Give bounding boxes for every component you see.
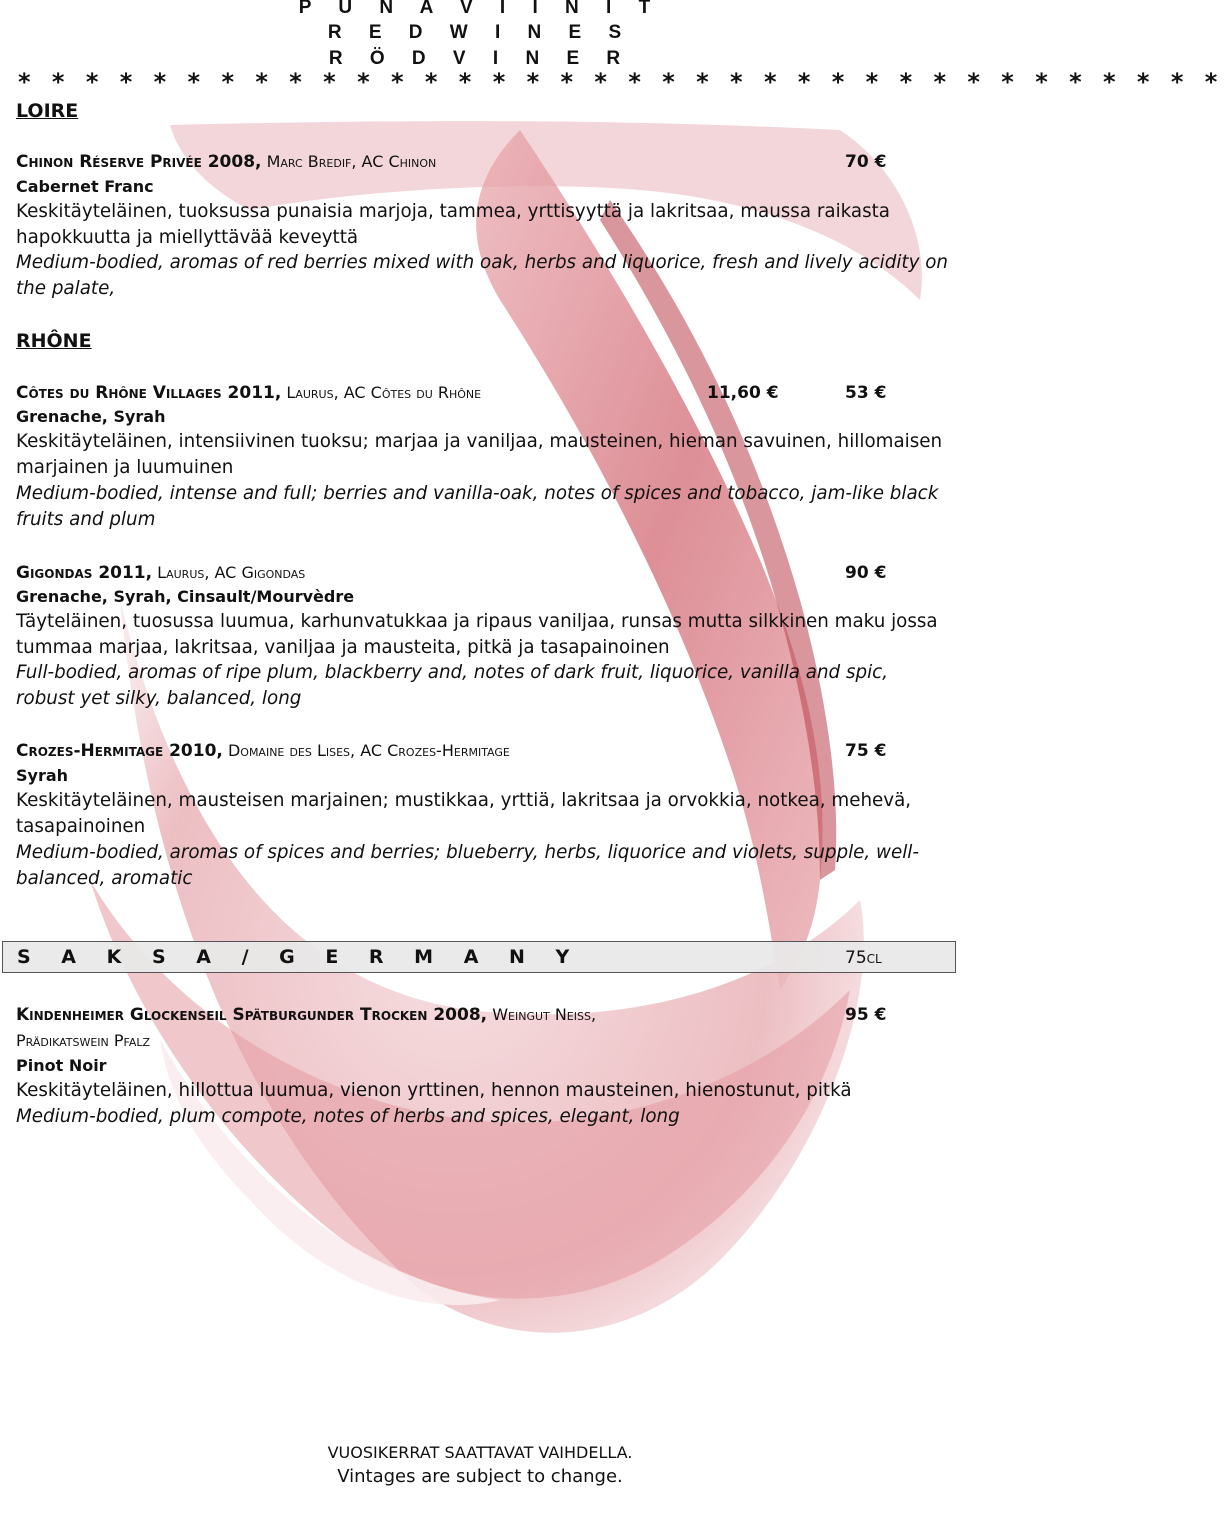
- wine-description-finnish: Keskitäyteläinen, mausteisen marjainen; mustikkaa, yrttiä, lakritsaa ja orvokkia, notkea, mehevä, tasapainoinen: [16, 790, 912, 837]
- region-heading-rhone: RHÔNE: [16, 330, 92, 352]
- wine-name: Crozes-Hermitage 2010,: [16, 741, 223, 761]
- wine-name: Côtes du Rhône Villages 2011,: [16, 383, 282, 403]
- title-english: R E D W I N E S: [327, 22, 633, 43]
- wine-price-glass: 11,60 €: [707, 383, 779, 403]
- wine-grapes: Syrah: [16, 766, 69, 785]
- country-label: S A K S A / G E R M A N Y: [17, 946, 582, 968]
- wine-description-english: Medium-bodied, plum compote, notes of herbs and spices, elegant, long: [16, 1106, 680, 1127]
- wine-description-finnish: Keskitäyteläinen, hillottua luumua, vienon yrttinen, hennon mausteinen, hienostunut, pitkä: [16, 1080, 852, 1101]
- wine-title: [16, 740, 510, 762]
- wine-title: [16, 1004, 596, 1026]
- wine-name: Chinon Réserve Privée 2008,: [16, 152, 262, 172]
- wine-price: 53 €: [845, 383, 887, 403]
- wine-title-line2: [16, 1030, 150, 1052]
- wine-grapes: Pinot Noir: [16, 1056, 107, 1075]
- wine-name: Kindenheimer Glockenseil Spätburgunder Trocken 2008,: [16, 1005, 488, 1025]
- wine-price: 95 €: [845, 1005, 887, 1025]
- wine-price: 75 €: [845, 741, 887, 761]
- wine-grapes: Grenache, Syrah: [16, 407, 166, 426]
- region-heading-loire: LOIRE: [16, 100, 79, 122]
- wine-producer: Laurus, AC Côtes du Rhône: [281, 383, 482, 402]
- title-swedish: R Ö D V I N E R: [328, 48, 632, 69]
- star-divider: * * * * * * * * * * * * * * * * * * * * * * * * * * * * * * * * * * * *: [18, 68, 1224, 96]
- wine-grapes: Cabernet Franc: [16, 177, 154, 196]
- wine-appellation: Prädikatswein Pfalz: [16, 1031, 151, 1050]
- wine-description-finnish: Keskitäyteläinen, intensiivinen tuoksu; marjaa ja vaniljaa, mausteinen, hieman savuinen, hillomaisen marjainen ja luumuinen: [16, 431, 943, 478]
- wine-description-finnish: Keskitäyteläinen, tuoksussa punaisia marjoja, tammea, yrttisyyttä ja lakritsaa, maussa raikasta hapokkuutta ja miellyttävää keveyttä: [16, 201, 891, 248]
- footer-note-finnish: VUOSIKERRAT SAATTAVAT VAIHDELLA.: [327, 1443, 633, 1462]
- wine-grapes: Grenache, Syrah, Cinsault/Mourvèdre: [16, 587, 355, 606]
- country-heading-germany: [2, 941, 956, 973]
- wine-producer: Marc Bredif, AC Chinon: [261, 152, 437, 171]
- wine-description-english: Medium-bodied, aromas of spices and berries; blueberry, herbs, liquorice and violets, supple, well-balanced, aromatic: [16, 842, 919, 889]
- wine-price: 90 €: [845, 563, 887, 583]
- wine-price: 70 €: [845, 152, 887, 172]
- wine-description-english: Medium-bodied, intense and full; berries and vanilla-oak, notes of spices and tobacco, jam-like black fruits and plum: [16, 483, 939, 530]
- wine-producer: Laurus, AC Gigondas: [152, 563, 306, 582]
- wine-description-finnish: Täyteläinen, tuosussa luumua, karhunvatukkaa ja ripaus vaniljaa, runsas mutta silkkinen maku jossa tummaa marjaa, lakritsaa, vaniljaa ja mausteita, pitkä ja tasapainoinen: [16, 611, 938, 658]
- wine-title: [16, 382, 481, 404]
- footer-note-english: Vintages are subject to change.: [337, 1466, 623, 1487]
- wine-description-english: Medium-bodied, aromas of red berries mixed with oak, herbs and liquorice, fresh and lively acidity on the palate,: [16, 252, 948, 299]
- wine-name: Gigondas 2011,: [16, 563, 153, 583]
- wine-producer: Domaine des Lises, AC Crozes-Hermitage: [222, 741, 510, 760]
- wine-title: [16, 151, 436, 173]
- title-finnish: P U N A V I I N I T: [298, 0, 662, 18]
- wine-description-english: Full-bodied, aromas of ripe plum, blackberry and, notes of dark fruit, liquorice, vanilla and spic, robust yet silky, balanced, long: [16, 662, 889, 709]
- wine-title: [16, 562, 305, 584]
- bottle-size: 75cl: [845, 948, 882, 968]
- wine-producer: Weingut Neiss,: [487, 1005, 597, 1024]
